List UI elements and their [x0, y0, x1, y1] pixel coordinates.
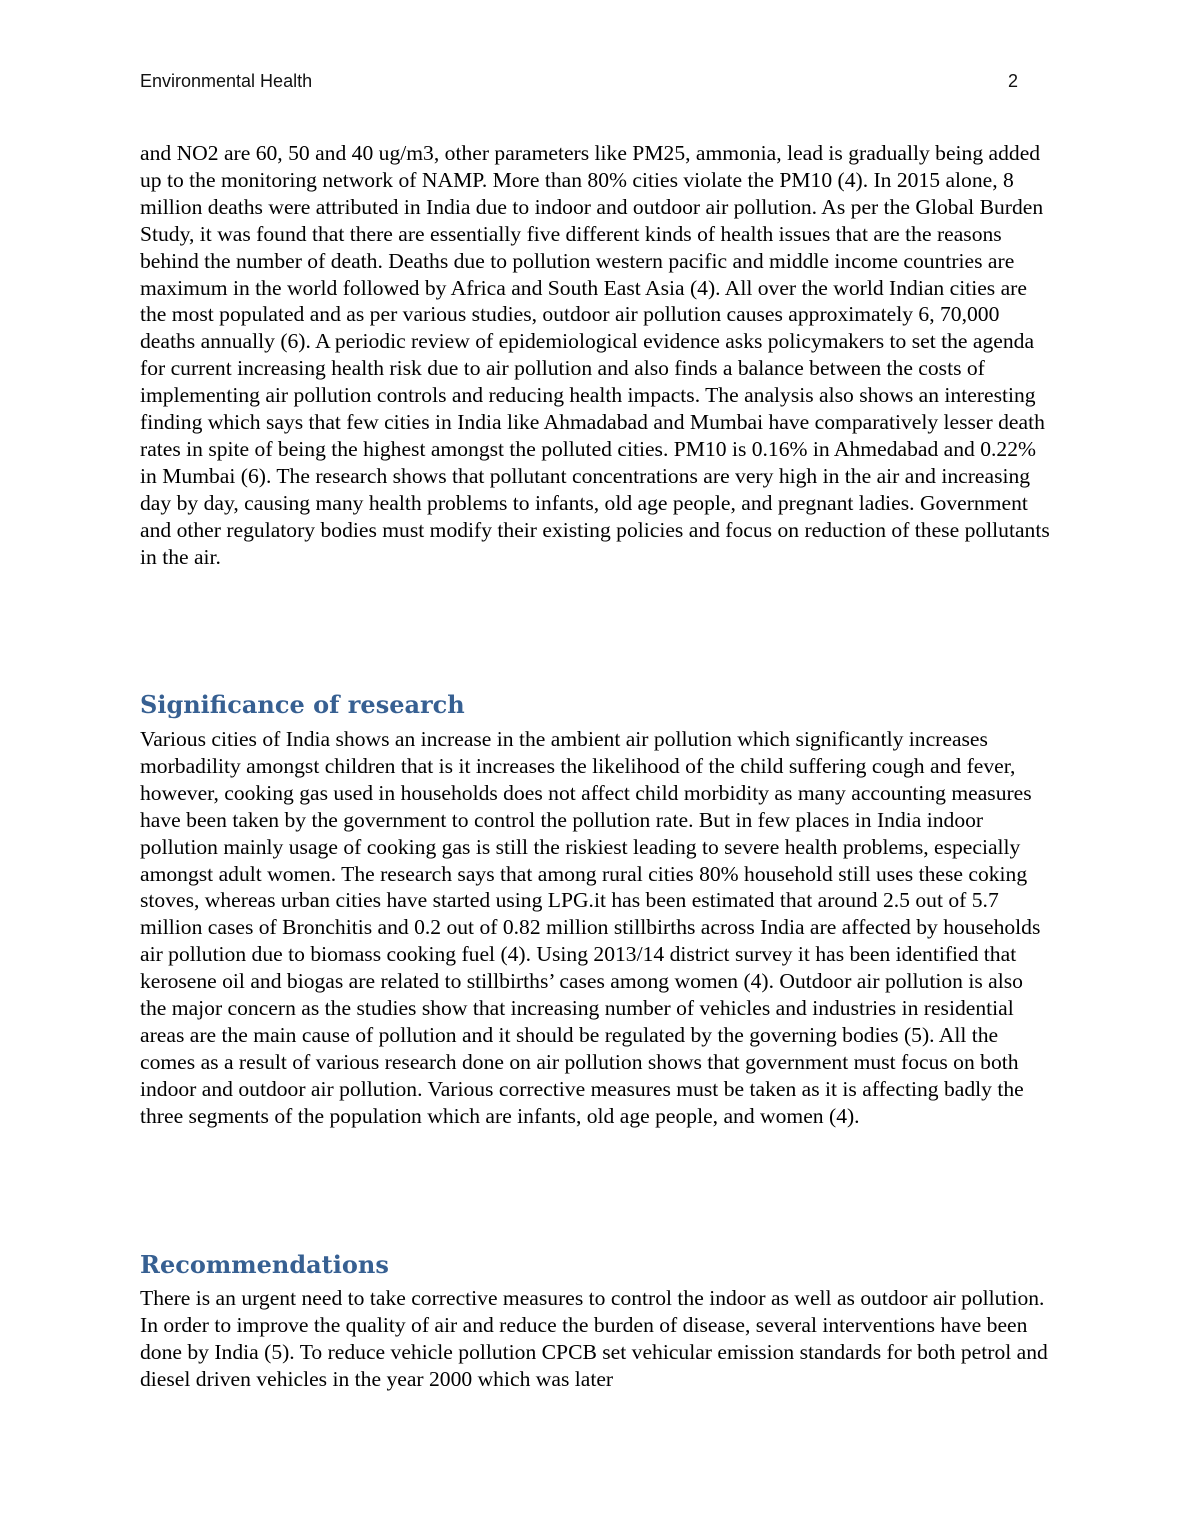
heading-recommendations: Recommendations — [140, 1250, 389, 1279]
page-number: 2 — [1007, 71, 1018, 91]
body-paragraph-recommendations: There is an urgent need to take corrective measures to control the indoor as well as outdoor air pollution. In order to improve the quality of air and reduce the burden of disease, several interventions have been done by India (5). To reduce vehicle pollution CPCB set vehicular emission standards for both petrol and diesel driven vehicles in the year 2000 which was later — [140, 1286, 1048, 1391]
body-paragraph-1: and NO2 are 60, 50 and 40 ug/m3, other parameters like PM25, ammonia, lead is gradually being added up to the monitoring network of NAMP. More than 80% cities violate the PM10 (4). In 2015 alone, 8 million deaths were attributed in India due to indoor and outdoor air pollution. As per the Global Burden Study, it was found that there are essentially five different kinds of health issues that are the reasons behind the number of death. Deaths due to pollution western pacific and middle income countries are maximum in the world followed by Africa and South East Asia (4). All over the world Indian cities are the most populated and as per various studies, outdoor air pollution causes approximately 6, 70,000 deaths annually (6). A periodic review of epidemiological evidence asks policymakers to set the agenda for current increasing health risk due to air pollution and also finds a balance between the costs of implementing air pollution controls and reducing health impacts. The analysis also shows an interesting finding which says that few cities in India like Ahmadabad and Mumbai have comparatively lesser death rates in spite of being the highest amongst the polluted cities. PM10 is 0.16% in Ahmedabad and 0.22% in Mumbai (6). The research shows that pollutant concentrations are very high in the air and increasing day by day, causing many health problems to infants, old age people, and pregnant ladies. Government and other regulatory bodies must modify their existing policies and focus on reduction of these pollutants in the air. — [140, 141, 1050, 569]
body-paragraph-significance: Various cities of India shows an increase in the ambient air pollution which significantly increases morbadility amongst children that is it increases the likelihood of the child suffering cough and fever, however, cooking gas used in households does not affect child morbidity as many accounting measures have been taken by the government to control the pollution rate. But in few places in India indoor pollution mainly usage of cooking gas is still the riskiest leading to severe health problems, especially amongst adult women. The research says that among rural cities 80% household still uses these coking stoves, whereas urban cities have started using LPG.it has been estimated that around 2.5 out of 5.7 million cases of Bronchitis and 0.2 out of 0.82 million stillbirths across India are affected by households air pollution due to biomass cooking fuel (4). Using 2013/14 district survey it has been identified that kerosene oil and biogas are related to stillbirths’ cases among women (4). Outdoor air pollution is also the major concern as the studies show that increasing number of vehicles and industries in residential areas are the main cause of pollution and it should be regulated by the governing bodies (5). All the comes as a result of various research done on air pollution shows that government must focus on both indoor and outdoor air pollution. Various corrective measures must be taken as it is affecting badly the three segments of the population which are infants, old age people, and women (4). — [140, 727, 1041, 1128]
header-title: Environmental Health — [140, 71, 313, 91]
heading-significance-of-research: Significance of research — [140, 690, 465, 719]
running-header — [140, 71, 1018, 95]
